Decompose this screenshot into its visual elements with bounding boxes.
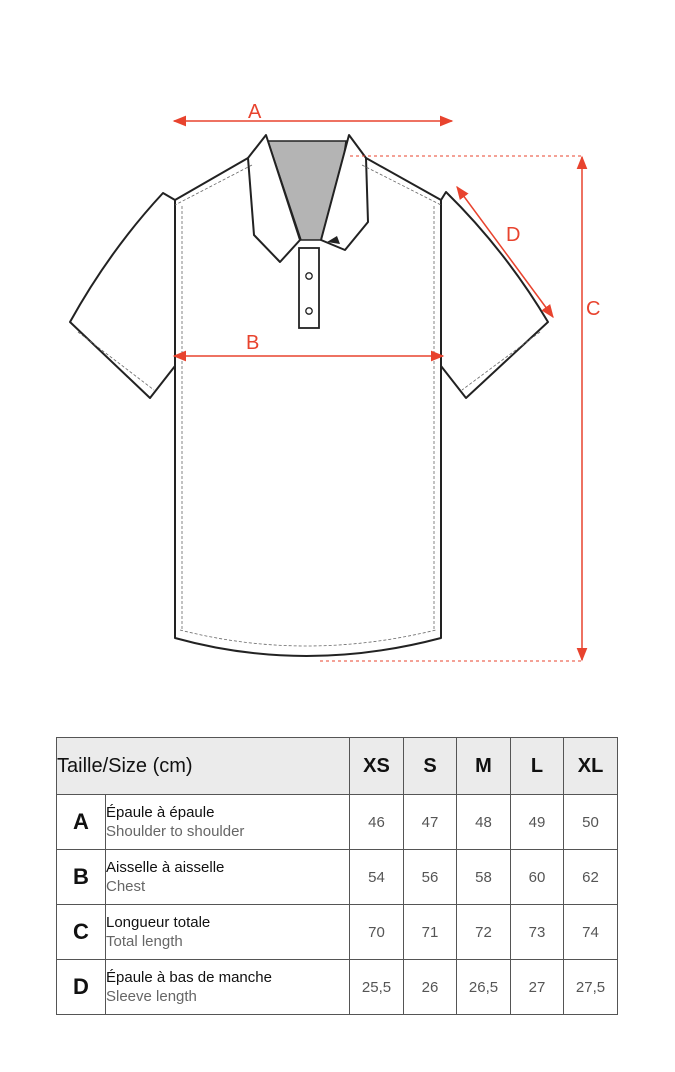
size-header: L [511,738,564,795]
size-header: S [404,738,457,795]
table-cell: 48 [457,795,511,850]
table-cell: 27 [511,960,564,1015]
row-description [106,960,350,1015]
measure-b-label: B [246,332,260,354]
row-letter: B [57,850,106,905]
table-cell: 47 [404,795,457,850]
measure-a-label: A [248,101,262,123]
table-row [57,850,618,905]
table-cell: 25,5 [350,960,404,1015]
measure-c-label: C [586,298,601,320]
table-row [57,795,618,850]
table-cell: 27,5 [564,960,618,1015]
label-fr: Longueur totale [106,914,211,931]
left-sleeve [70,193,175,398]
table-row [57,960,618,1015]
size-table [56,737,618,1015]
row-letter: C [57,905,106,960]
table-cell: 60 [511,850,564,905]
table-cell: 56 [404,850,457,905]
row-description [106,905,350,960]
size-header: M [457,738,511,795]
label-en: Shoulder to shoulder [106,823,245,840]
table-cell: 58 [457,850,511,905]
label-en: Sleeve length [106,988,197,1005]
measure-d-label: D [506,224,521,246]
size-header: XL [564,738,618,795]
button-1 [306,273,312,279]
label-fr: Épaule à épaule [106,804,215,821]
label-fr: Aisselle à aisselle [106,859,225,876]
table-cell: 54 [350,850,404,905]
table-cell: 50 [564,795,618,850]
label-en: Total length [106,933,183,950]
table-cell: 26 [404,960,457,1015]
row-description [106,850,350,905]
table-cell: 72 [457,905,511,960]
placket [299,248,319,328]
table-cell: 71 [404,905,457,960]
row-description [106,795,350,850]
button-2 [306,308,312,314]
row-letter: D [57,960,106,1015]
right-sleeve [441,192,548,398]
label-en: Chest [106,878,146,895]
table-row [57,905,618,960]
table-cell: 74 [564,905,618,960]
table-title: Taille/Size (cm) [57,738,350,795]
label-fr: Épaule à bas de manche [106,969,272,986]
table-cell: 46 [350,795,404,850]
table-cell: 26,5 [457,960,511,1015]
size-header: XS [350,738,404,795]
table-cell: 49 [511,795,564,850]
table-header-row [57,738,618,795]
table-cell: 73 [511,905,564,960]
row-letter: A [57,795,106,850]
table-cell: 62 [564,850,618,905]
table-cell: 70 [350,905,404,960]
